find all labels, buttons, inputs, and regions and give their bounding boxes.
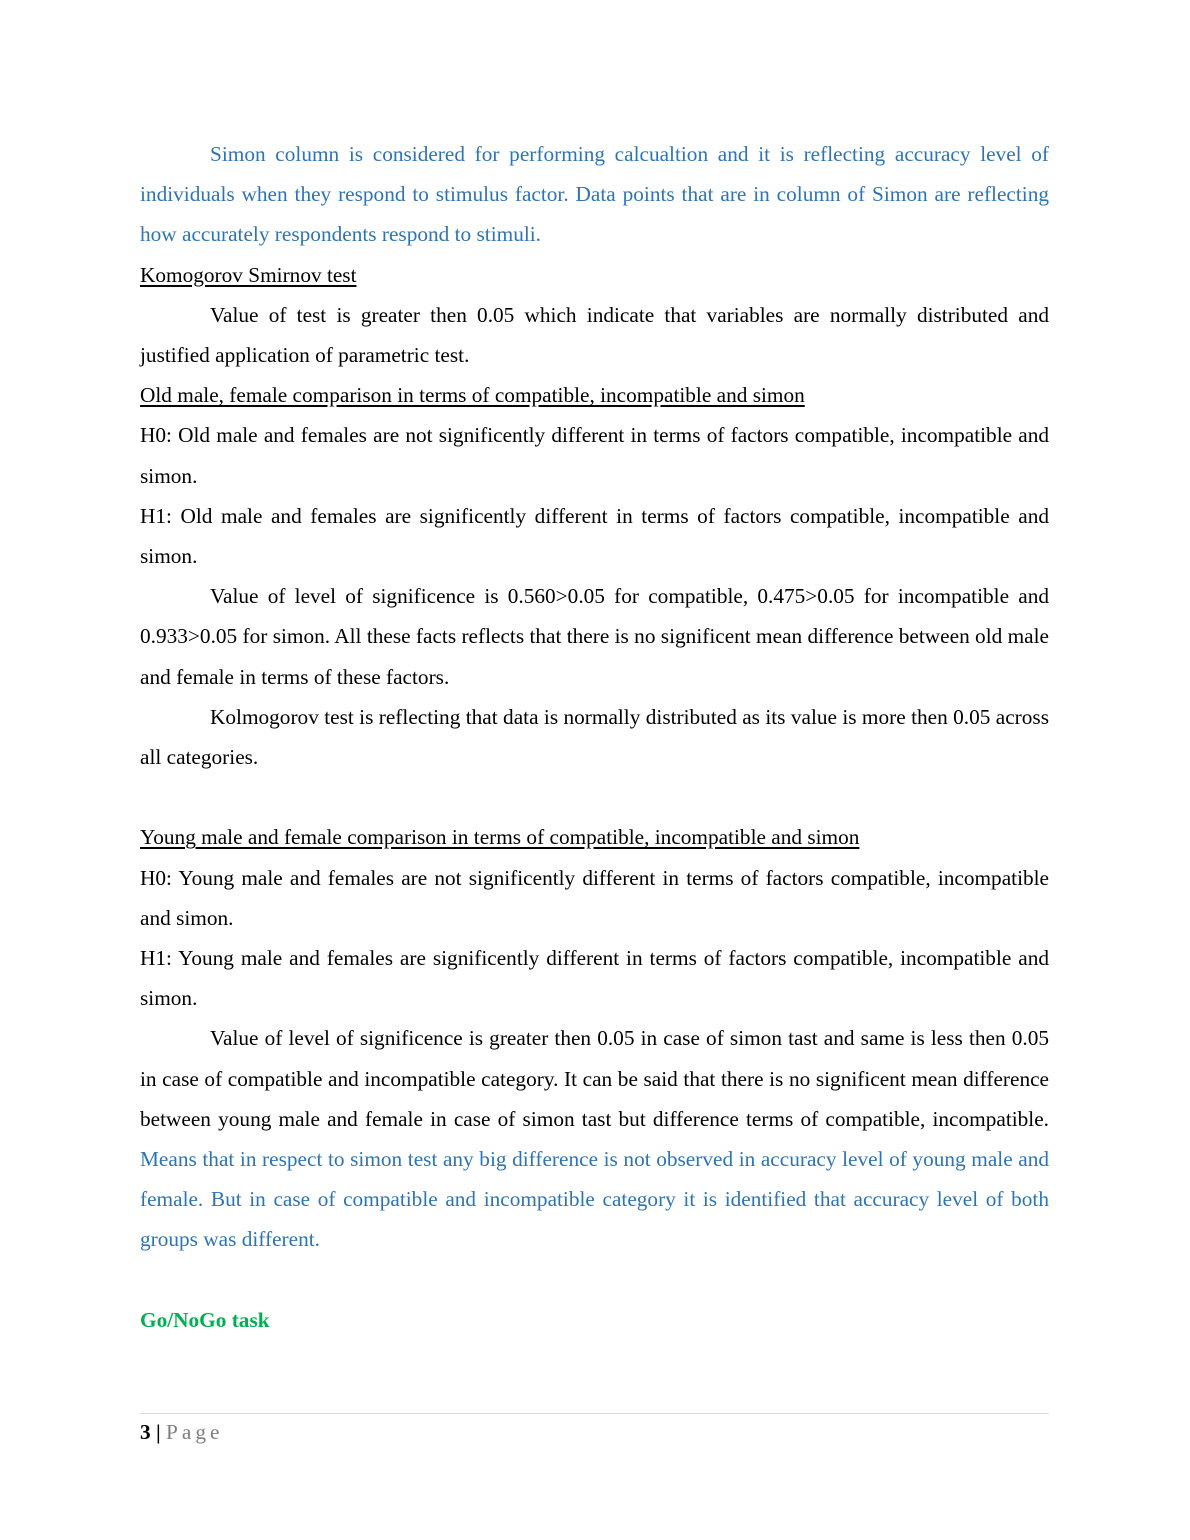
blank-line (140, 777, 1049, 817)
young-h0-paragraph: H0: Young male and females are not significently different in terms of factors compatible, incompatible and simon. (140, 865, 1049, 930)
document-page (140, 134, 1049, 1340)
page-footer (140, 1413, 1049, 1448)
old-h0-paragraph: H0: Old male and females are not significently different in terms of factors compatible, incompatible and simon. (140, 423, 1049, 488)
blank-line (140, 1260, 1049, 1300)
gonogo-section-title: Go/NoGo task (140, 1307, 270, 1332)
simon-intro-paragraph: Simon column is considered for performing calcualtion and it is reflecting accuracy level of individuals when they respond to stimulus factor. Data points that are in column of Simon are reflecting how accurately respondents respond to stimuli. (140, 142, 1049, 247)
young-comparison-heading: Young male and female comparison in terms of compatible, incompatible and simon (140, 825, 860, 850)
old-significance-paragraph: Value of level of significence is 0.560>0.05 for compatible, 0.475>0.05 for incompatible and 0.933>0.05 for simon. All these facts reflects that there is no significent mean difference between old male and female in terms of these factors. (140, 584, 1049, 689)
young-significance-text: Value of level of significence is greater then 0.05 in case of simon tast and same is less then 0.05 in case of compatible and incompatible category. It can be said that there is no significent mean difference between young male and female in case of simon tast but difference terms of compatible, incompatible. (140, 1026, 1049, 1131)
old-h1-paragraph: H1: Old male and females are significently different in terms of factors compatible, incompatible and simon. (140, 503, 1049, 569)
page-label: Page (166, 1420, 224, 1444)
young-significance-paragraph (140, 1018, 1049, 1259)
ks-test-paragraph: Value of test is greater then 0.05 which indicate that variables are normally distributed and justified application of parametric test. (140, 302, 1049, 368)
young-h1-paragraph: H1: Young male and females are significently different in terms of factors compatible, incompatible and simon. (140, 946, 1049, 1011)
footer-separator: | (155, 1420, 161, 1444)
young-significance-note: Means that in respect to simon test any big difference is not observed in accuracy level of young male and female. But in case of compatible and incompatible category it is identified that accuracy level of both groups was different. (140, 1147, 1049, 1252)
old-comparison-heading: Old male, female comparison in terms of compatible, incompatible and simon (140, 383, 805, 408)
ks-test-heading: Komogorov Smirnov test (140, 262, 357, 287)
old-kolmogorov-paragraph: Kolmogorov test is reflecting that data is normally distributed as its value is more then 0.05 across all categories. (140, 704, 1049, 770)
page-number: 3 (140, 1420, 151, 1444)
